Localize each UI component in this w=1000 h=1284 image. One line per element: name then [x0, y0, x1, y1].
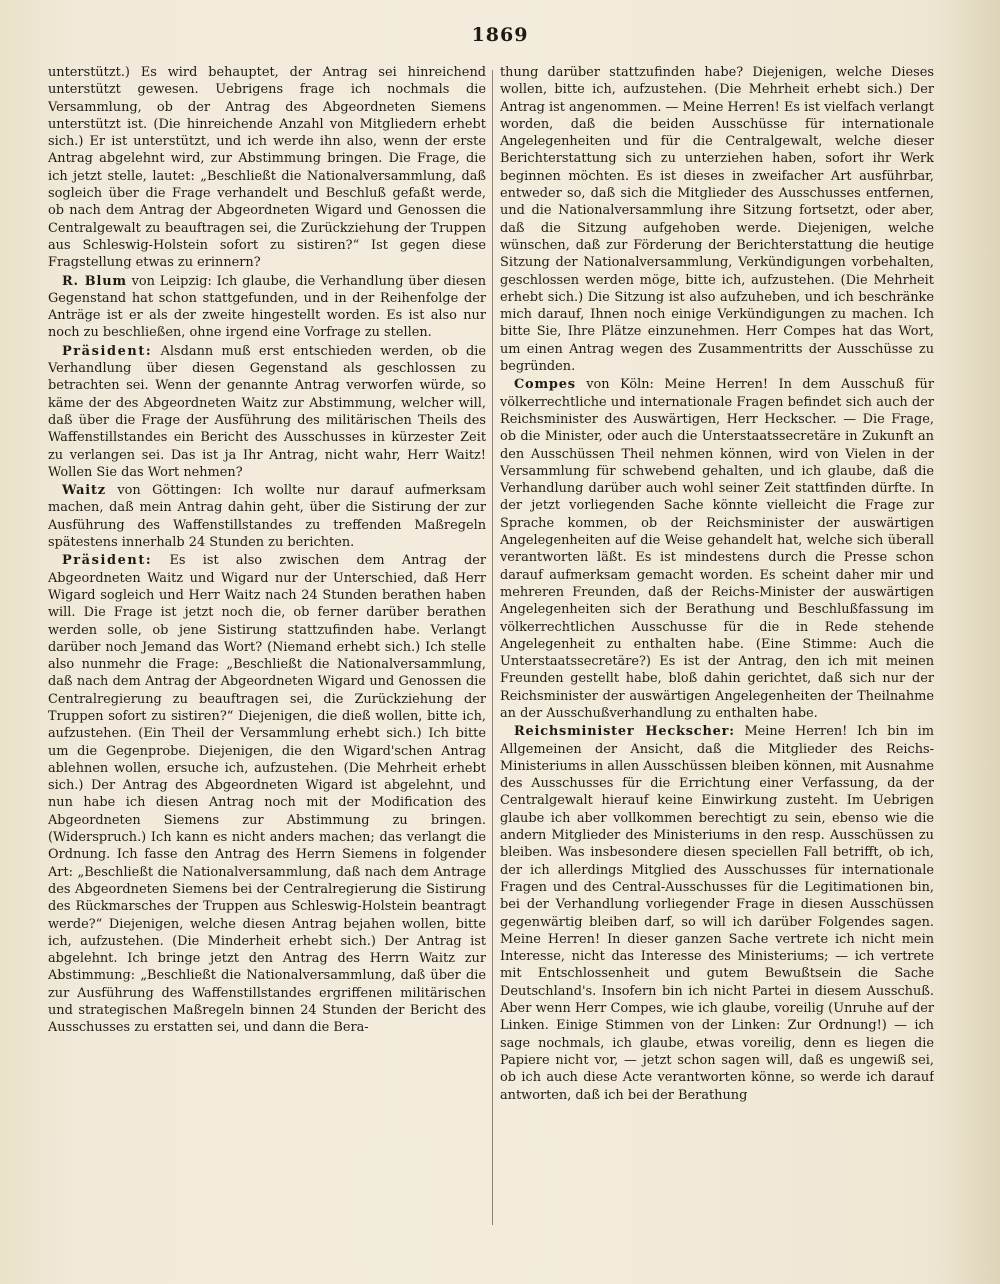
right-column	[500, 64, 934, 1224]
speech-text: Meine Herren! Ich bin im Allgemeinen der Ansicht, daß die Mitglieder des Reichs-Ministeriums in allen Ausschüssen bleiben können, mit Ausnahme des Ausschusses für die Errichtung einer Verfassung, da der Centralgewalt hierauf keine Einwirkung zusteht. Im Uebrigen glaube ich aber vollkommen berechtigt zu sein, ebenso wie die andern Mitglieder des Ministeriums in den resp. Ausschüssen zu bleiben. Was insbesondere diesen speciellen Fall betrifft, ob ich, der ich allerdings Mitglied des Ausschusses für internationale Fragen und des Central-Ausschusses für die Legitimationen bin, bei der Verhandlung vorliegender Frage in diesen Ausschüssen gegenwärtig bleiben darf, so will ich darüber Folgendes sagen. Meine Herren! In dieser ganzen Sache vertrete ich nicht mein Interesse, nicht das Interesse des Ministeriums; — ich vertrete mit Entschlossenheit und gutem Bewußtsein die Sache Deutschland's. Insofern bin ich nicht Partei in diesem Ausschuß. Aber wenn Herr Compes, wie ich glaube, voreilig (Unruhe auf der Linken. Einige Stimmen von der Linken: Zur Ordnung!) — ich sage nochmals, ich glaube, etwas voreilig, denn es liegen die Papiere nicht vor, — jetzt schon sagen will, daß es ungewiß sei, ob ich auch diese Acte verantworten könne, so werde ich darauf antworten, daß ich bei der Berathung	[500, 724, 934, 1103]
speech-text: von Göttingen: Ich wollte nur darauf aufmerksam machen, daß mein Antrag dahin geht, über die Sistirung der zur Ausführung des Waffenstillstandes zu treffenden Maßregeln spätestens innerhalb 24 Stunden zu berichten.	[48, 483, 486, 551]
speech-text: Es ist also zwischen dem Antrag der Abgeordneten Waitz und Wigard nur der Unterschied, daß Herr Wigard sogleich und Herr Waitz nach 24 Stunden berathen haben will. Die Frage ist jetzt noch die, ob ferner darüber berathen werden solle, ob jene Sistirung stattzufinden habe. Verlangt darüber noch Jemand das Wort? (Niemand erhebt sich.) Ich stelle also nunmehr die Frage: „Beschließt die Nationalversammlung, daß nach dem Antrag der Abgeordneten Wigard und Genossen die Centralregierung zu beauftragen sei, die Zurückziehung der Truppen sofort zu sistiren?“ Diejenigen, die dieß wollen, bitte ich, aufzustehen. (Ein Theil der Versammlung erhebt sich.) Ich bitte um die Gegenprobe. Diejenigen, die den Wigard'schen Antrag ablehnen wollen, ersuche ich, aufzustehen. (Die Mehrheit erhebt sich.) Der Antrag des Abgeordneten Wigard ist abgelehnt, und nun habe ich diesen Antrag noch mit der Modification des Abgeordneten Siemens zur Abstimmung zu bringen. (Widerspruch.) Ich kann es nicht anders machen; das verlangt die Ordnung. Ich fasse den Antrag des Herrn Siemens in folgender Art: „Beschließt die Nationalversammlung, daß nach dem Antrage des Abgeordneten Siemens bei der Centralregierung die Sistirung des Rückmarsches der Truppen aus Schleswig-Holstein beantragt werde?“ Diejenigen, welche diesen Antrag bejahen wollen, bitte ich, aufzustehen. (Die Minderheit erhebt sich.) Der Antrag ist abgelehnt. Ich bringe jetzt den Antrag des Herrn Waitz zur Abstimmung: „Beschließt die Nationalversammlung, daß über die zur Ausführung des Waffenstillstandes ergriffenen militärischen und strategischen Maßregeln binnen 24 Stunden der Bericht des Ausschusses zu erstatten sei, und dann die Bera-	[48, 553, 486, 1036]
speech-waitz	[48, 482, 486, 551]
speaker-name: Reichsminister Heckscher:	[514, 724, 735, 740]
speech-president	[48, 552, 486, 1036]
speaker-name: Waitz	[62, 483, 106, 499]
page-number: 1869	[471, 24, 529, 46]
speech-text: von Köln: Meine Herren! In dem Ausschuß für völkerrechtliche und internationale Fragen befindet sich auch der Reichsminister des Auswärtigen, Herr Heckscher. — Die Frage, ob die Minister, oder auch die Unterstaatssecretäre in Zukunft an den Ausschüssen Theil nehmen können, wird von Vielen in der Versammlung für schwebend gehalten, und ich glaube, daß die Verhandlung darüber auch wohl seiner Zeit stattfinden dürfte. In der jetzt vorliegenden Sache könnte vielleicht die Frage zur Sprache kommen, ob der Reichsminister der auswärtigen Angelegenheiten auf die Weise gehandelt hat, welche sich überall verantworten läßt. Es ist mindestens durch die Presse schon darauf aufmerksam gemacht worden. Es scheint daher mir und mehreren Freunden, daß der Reichs-Minister der auswärtigen Angelegenheiten sich der Berathung und Beschlußfassung im völkerrechtlichen Ausschusse für die in Rede stehende Angelegenheit zu enthalten habe. (Eine Stimme: Auch die Unterstaatssecretäre?) Es ist der Antrag, den ich mit meinen Freunden gestellt habe, bloß dahin gerichtet, daß sich nur der Reichsminister der auswärtigen Angelegenheiten der Theilnahme an der Ausschußverhandlung zu enthalten habe.	[500, 377, 934, 721]
page-edge-shading	[940, 0, 1000, 1284]
speech-blum	[48, 273, 486, 342]
left-column	[48, 64, 486, 1224]
speech-text: von Leipzig: Ich glaube, die Verhandlung über diesen Gegenstand hat schon stattgefunden, und in der Reihenfolge der Anträge ist er als der zweite hingestellt worden. Es ist also nur noch zu beschließen, ohne irgend eine Vorfrage zu stellen.	[48, 273, 486, 341]
paragraph: unterstützt.) Es wird behauptet, der Antrag sei hinreichend unterstützt gewesen. Uebrigens frage ich nochmals die Versammlung, ob der Antrag des Abgeordneten Siemens unterstützt ist. (Die hinreichende Anzahl von Mitgliedern erhebt sich.) Er ist unterstützt, und ich werde ihn also, wenn der erste Antrag abgelehnt wird, zur Abstimmung bringen. Die Frage, die ich jetzt stelle, lautet: „Beschließt die Nationalversammlung, daß sogleich über die Frage verhandelt und Beschluß gefaßt werde, ob nach dem Antrag der Abgeordneten Wigard und Genossen die Centralgewalt zu beauftragen sei, die Zurückziehung der Truppen aus Schleswig-Holstein sofort zu sistiren?“ Ist gegen diese Fragstellung etwas zu erinnern?	[48, 65, 486, 271]
speech-president	[48, 343, 486, 481]
speaker-name: R. Blum	[62, 273, 127, 289]
speech-heckscher	[500, 723, 934, 1104]
column-divider	[492, 70, 493, 1225]
speaker-name: Präsident:	[62, 553, 153, 569]
paragraph: thung darüber stattzufinden habe? Diejenigen, welche Dieses wollen, bitte ich, aufzustehen. (Die Mehrheit erhebt sich.) Der Antrag ist angenommen. — Meine Herren! Es ist vielfach verlangt worden, daß die beiden Ausschüsse für internationale Angelegenheiten und für die Centralgewalt, welche dieser Berichterstattung sich zu unterziehen haben, sofort ihr Werk beginnen möchten. Es ist dieses in zweifacher Art ausführbar, entweder so, daß sich die Mitglieder des Ausschusses entfernen, und die Nationalversammlung ihre Sitzung fortsetzt, oder aber, daß die Sitzung aufgehoben werde. Diejenigen, welche wünschen, daß zur Förderung der Berichterstattung die heutige Sitzung der Nationalversammlung, Verkündigungen vorbehalten, geschlossen werden möge, bitte ich, aufzustehen. (Die Mehrheit erhebt sich.) Die Sitzung ist also aufzuheben, und ich beschränke mich darauf, Ihnen noch einige Verkündigungen zu machen. Ich bitte Sie, Ihre Plätze einzunehmen. Herr Compes hat das Wort, um einen Antrag wegen des Zusammentritts der Ausschüsse zu begründen.	[500, 65, 934, 375]
speaker-name: Präsident:	[62, 343, 153, 359]
speech-text: Alsdann muß erst entschieden werden, ob die Verhandlung über diesen Gegenstand als geschlossen zu betrachten sei. Wenn der genannte Antrag verworfen würde, so käme der des Abgeordneten Waitz zur Abstimmung, welcher will, daß über die Frage der Ausführung des militärischen Theils des Waffenstillstandes ein Bericht des Ausschusses in kürzester Zeit zu verlangen sei. Das ist ja Ihr Antrag, nicht wahr, Herr Waitz! Wollen Sie das Wort nehmen?	[48, 343, 486, 480]
speech-compes	[500, 376, 934, 722]
speaker-name: Compes	[514, 377, 576, 393]
